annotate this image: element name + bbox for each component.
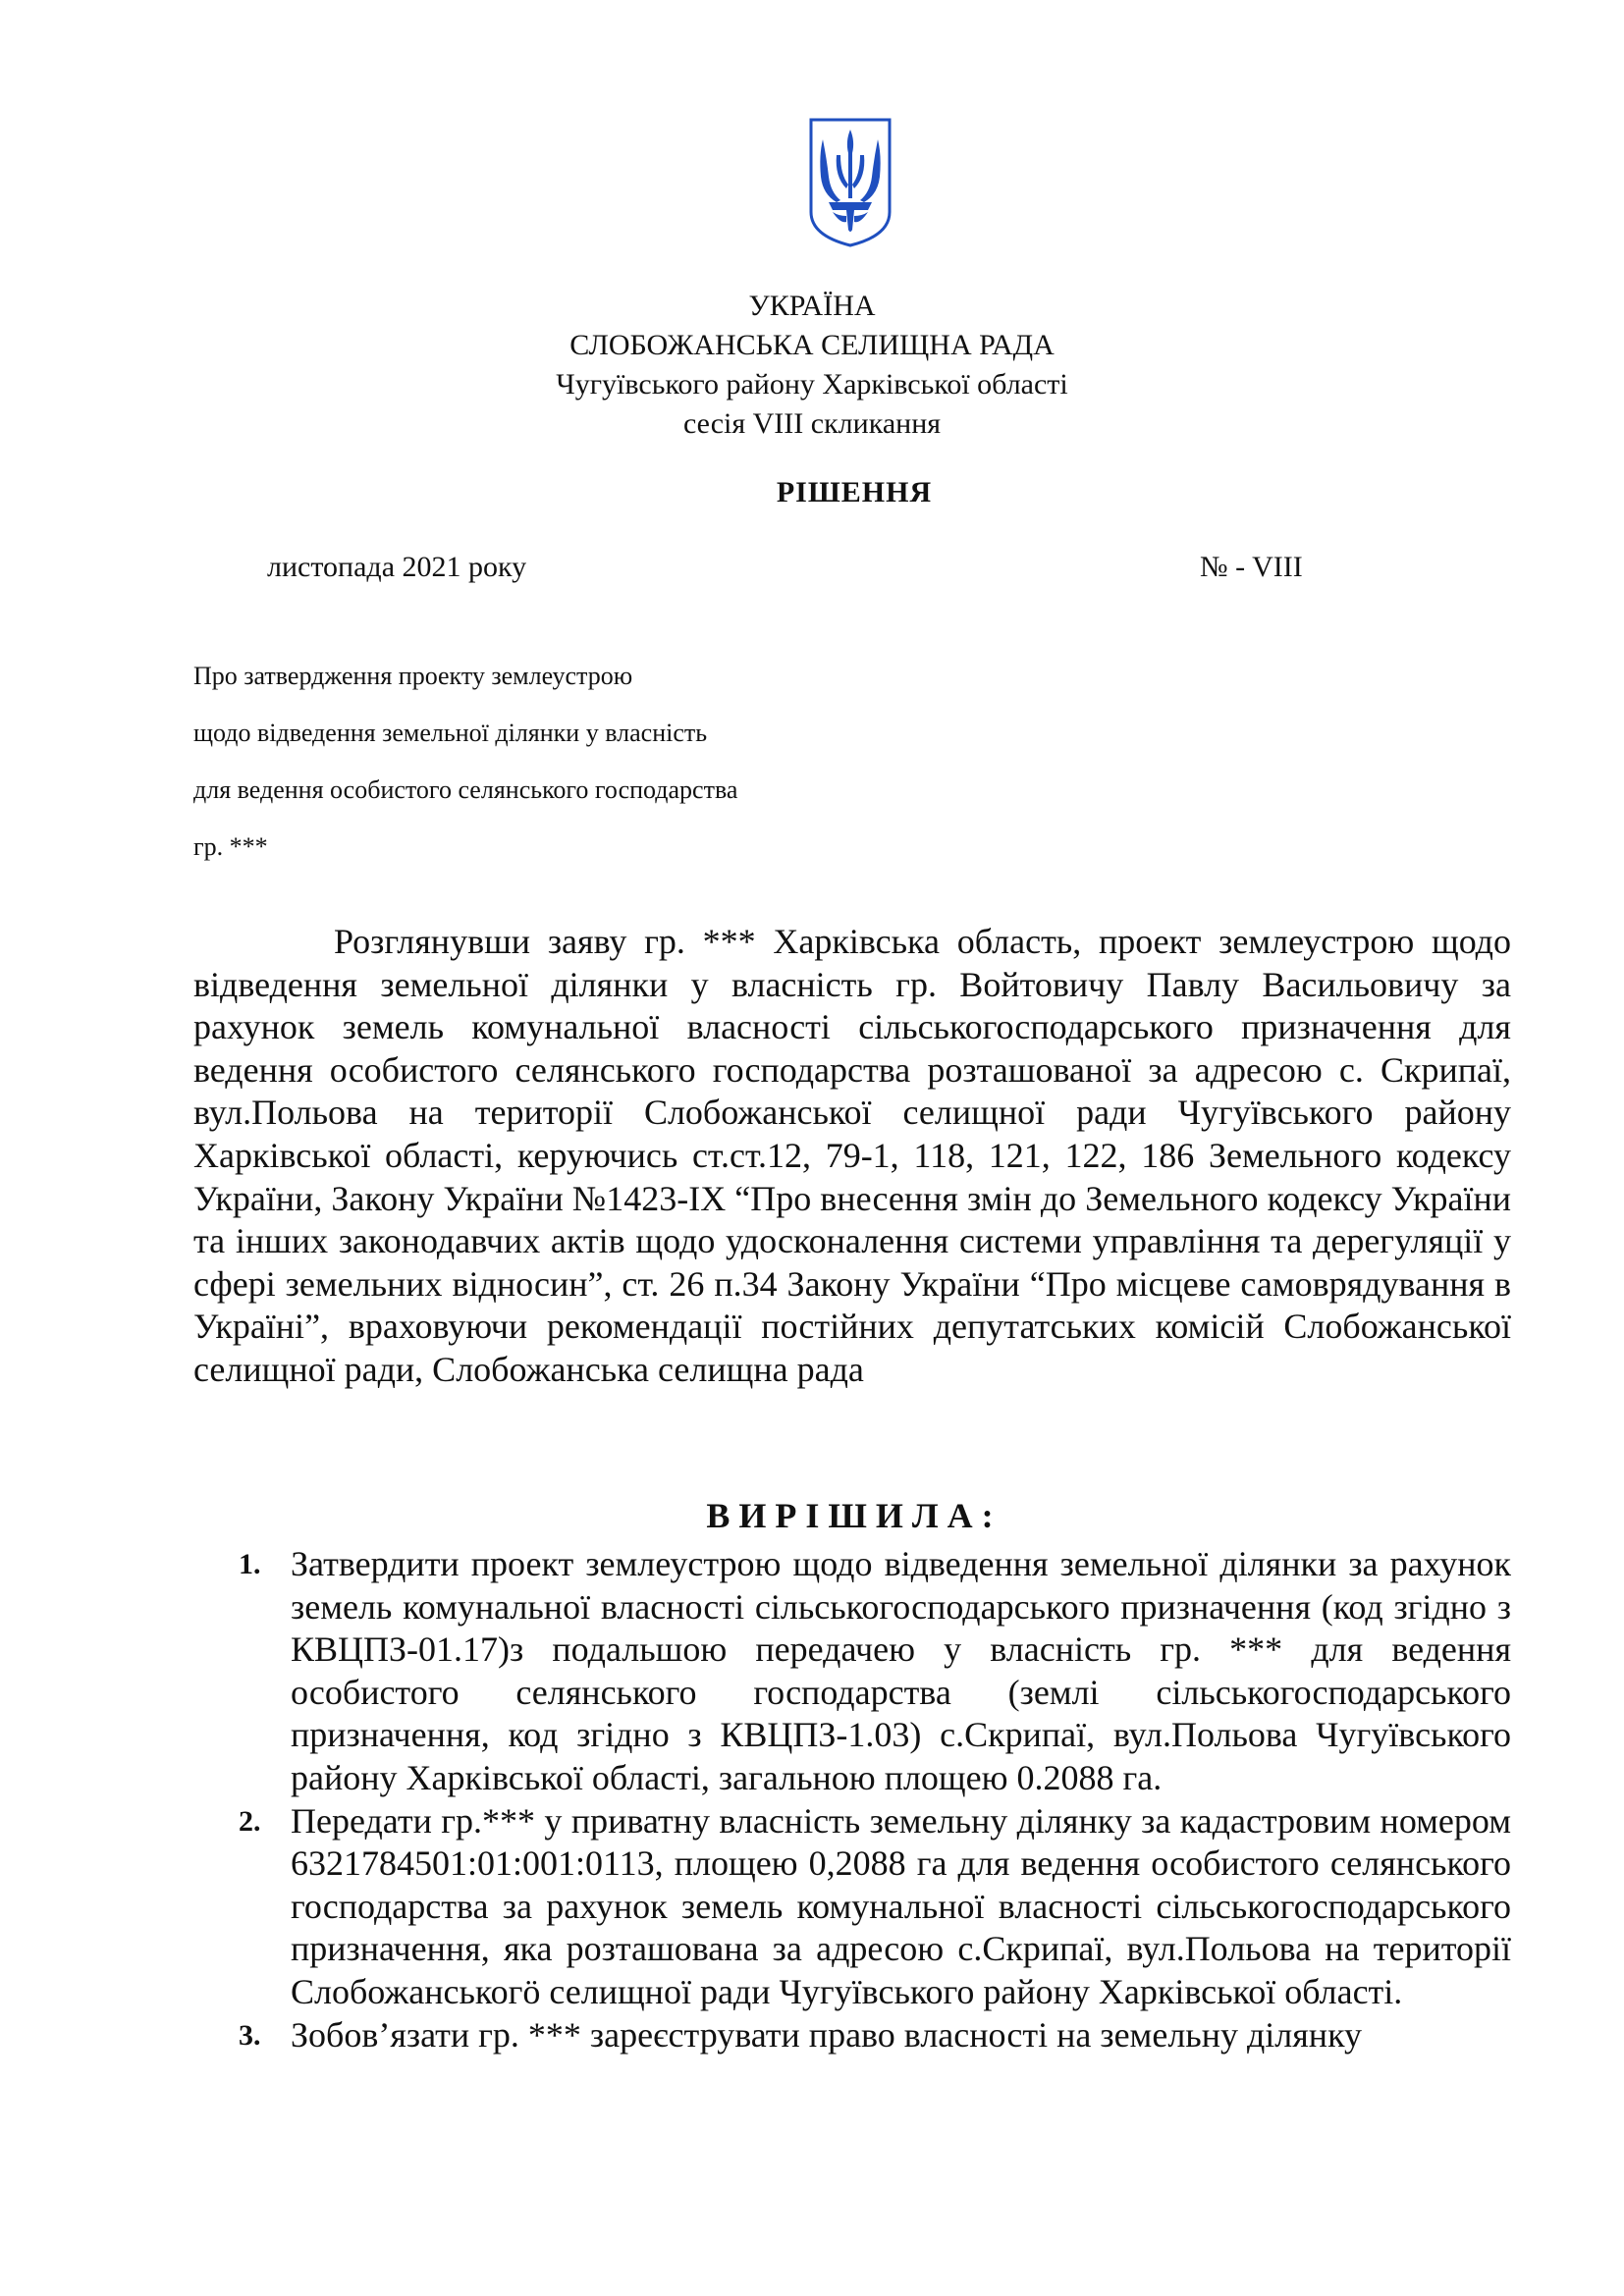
resolution-heading: ВИРІШИЛА: [706, 1496, 1002, 1535]
district-name: Чугуївського району Харківської області [556, 368, 1068, 400]
resolution-item [0, 1543, 1624, 1800]
trident-emblem-icon [807, 116, 893, 249]
resolution-items [0, 1543, 1624, 2056]
document-header [0, 287, 1624, 444]
item-text: Зобов’язати гр. *** зареєструвати право власності на земельну ділянку [291, 2014, 1363, 2055]
decision-date: листопада 2021 року [267, 551, 527, 583]
resolution-item [0, 1800, 1624, 2014]
session-name: сесія VIII скликання [682, 407, 942, 440]
country-name: УКРАЇНА [748, 290, 876, 322]
decision-subject [193, 648, 737, 876]
item-number: 3. [239, 2018, 261, 2052]
preamble-paragraph: Розглянувши заяву гр. *** Харківська область, проект землеустрою щодо відведення земельної ділянки у власність гр. Войтовичу Павлу Васильовичу за рахунок земель комунальної власності сільськогосподарського призначення для ведення особистого селянського господарства розташованої за адресою с. Скрипаї, вул.Польова на території Слобожанської селищної ради Чугуївського району Харківської області, керуючись ст.ст.12, 79-1, 118, 121, 122, 186 Земельного кодексу України, Закону України №1423-IX “Про внесення змін до Земельного кодексу України та інших законодавчих актів щодо удосконалення системи управління та дерегуляції у сфері земельних відносин”, ст. 26 п.34 Закону України “Про місцеве самоврядування в Україні”, враховуючи рекомендації постійних депутатських комісій Слобожанської селищної ради, Слобожанська селищна рада [193, 922, 1511, 1389]
item-text: Затвердити проект землеустрою щодо відведення земельної ділянки за рахунок земель комунальної власності сільськогосподарського призначення (код згідно з КВЦПЗ-01.17)з подальшою передачею у власність гр. *** для ведення особистого селянського господарства (землі сільськогосподарського призначення, код згідно з КВЦПЗ-1.03) с.Скрипаї, вул.Польова Чугуївського району Харківської області, загальною площею 0.2088 га. [291, 1544, 1511, 1797]
council-name: СЛОБОЖАНСЬКА СЕЛИЩНА РАДА [569, 329, 1055, 361]
decision-number: № - VIII [1200, 551, 1303, 583]
item-number: 1. [239, 1548, 261, 1580]
subject-line: для ведення особистого селянського господарства [193, 775, 738, 804]
subject-line: гр. *** [193, 832, 268, 861]
subject-line: Про затвердження проекту землеустрою [193, 662, 633, 690]
item-number: 2. [239, 1804, 261, 1838]
subject-line: щодо відведення земельної ділянки у власність [193, 719, 708, 747]
document-title: РІШЕННЯ [776, 476, 933, 508]
resolution-item [0, 2014, 1624, 2057]
item-text: Передати гр.*** у приватну власність земельну ділянку за кадастровим номером 6321784501:01:001:0113, площею 0,2088 га для ведення особистого селянського господарства за рахунок земель комунальної власності сільськогосподарського призначення, яка розташована за адресою с.Скрипаї, вул.Польова на території Слобожанськогӧ селищної ради Чугуївського району Харківської області. [291, 1800, 1511, 2011]
